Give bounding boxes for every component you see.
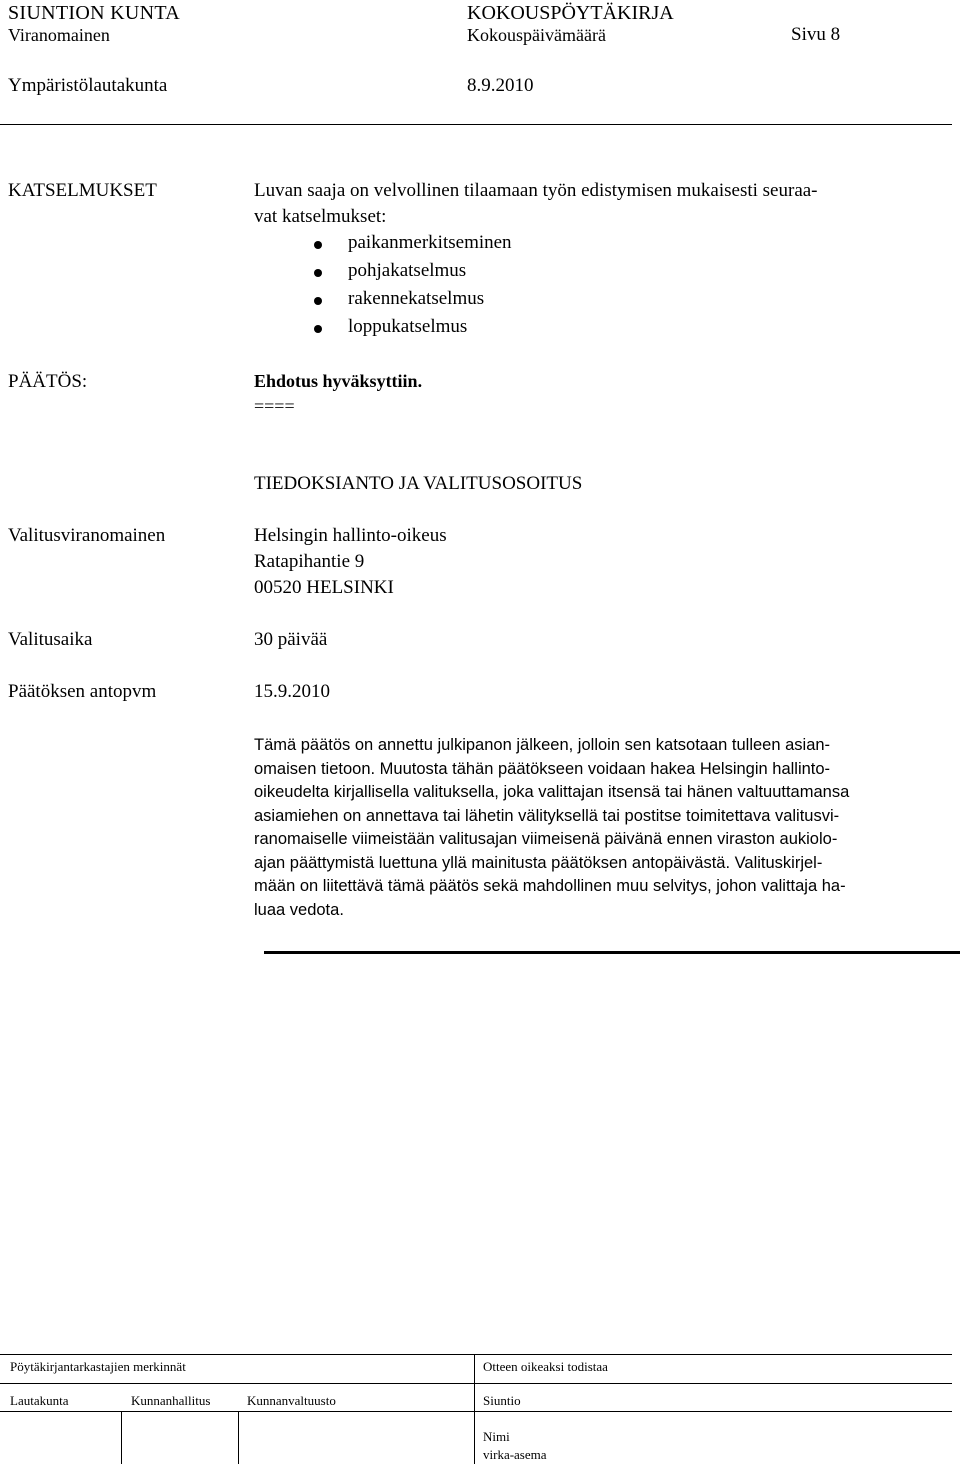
inspection-item: pohjakatselmus bbox=[348, 260, 467, 281]
inspection-item: loppukatselmus bbox=[348, 316, 468, 337]
footer-column-divider bbox=[238, 1411, 239, 1464]
footer-row-line bbox=[0, 1383, 952, 1384]
appeal-period-label: Valitusaika bbox=[8, 629, 93, 650]
authority-name: Ympäristölautakunta bbox=[8, 75, 168, 96]
certified-copy-heading: Otteen oikeaksi todistaa bbox=[483, 1359, 608, 1374]
appeal-text-line: mään on liitettävä tämä päätös sekä mahdollinen muu selvitys, johon valittaja ha- bbox=[254, 877, 846, 895]
page-number: Sivu 8 bbox=[791, 24, 841, 45]
document-type-title: KOKOUSPÖYTÄKIRJA bbox=[467, 2, 674, 24]
decision-label: PÄÄTÖS: bbox=[8, 371, 88, 392]
inspection-item: paikanmerkitseminen bbox=[348, 232, 512, 253]
authority-label: Viranomainen bbox=[8, 25, 110, 45]
appeal-authority-street: Ratapihantie 9 bbox=[254, 551, 365, 572]
appeal-period: 30 päivää bbox=[254, 629, 328, 650]
meeting-date: 8.9.2010 bbox=[467, 75, 534, 96]
appeal-text-line: ranomaiselle viimeistään valitusajan viimeisenä päivänä ennen viraston aukiolo- bbox=[254, 830, 838, 848]
appeal-heading: TIEDOKSIANTO JA VALITUSOSOITUS bbox=[254, 473, 583, 494]
appeal-instructions-text bbox=[254, 734, 944, 922]
col-kunnanhallitus: Kunnanhallitus bbox=[131, 1393, 211, 1408]
section-heading-katselmukset: KATSELMUKSET bbox=[8, 180, 157, 201]
col-kunnanvaltuusto: Kunnanvaltuusto bbox=[247, 1393, 336, 1408]
appeal-text-line: ajan päättymistä luettuna yllä mainitusta päätöksen antopäivästä. Valituskirjel- bbox=[254, 853, 823, 872]
footer-name-label: Nimi bbox=[483, 1429, 510, 1444]
col-lautakunta: Lautakunta bbox=[10, 1393, 69, 1408]
appeal-authority-city: 00520 HELSINKI bbox=[254, 577, 394, 598]
appeal-text-line: luaa vedota. bbox=[254, 900, 344, 919]
meeting-date-label: Kokouspäivämäärä bbox=[467, 25, 606, 45]
municipality-title: SIUNTION KUNTA bbox=[8, 2, 181, 24]
footer-position-label: virka-asema bbox=[483, 1447, 547, 1462]
footer-column-divider bbox=[121, 1411, 122, 1464]
appeal-text-line: Tämä päätös on annettu julkipanon jälkeen, jolloin sen katsotaan tulleen asian- bbox=[254, 736, 831, 754]
appeal-text-line: asiamiehen on annettava tai lähetin välityksellä tai postitse toimitettava valitusvi- bbox=[254, 806, 840, 825]
footer-row-line bbox=[0, 1411, 952, 1412]
footer-column-divider bbox=[474, 1354, 475, 1464]
katselmukset-intro-line1: Luvan saaja on velvollinen tilaamaan työn edistymisen mukaisesti seuraa- bbox=[254, 180, 818, 201]
appeal-text-line: omaisen tietoon. Muutosta tähän päätökseen voidaan hakea Helsingin hallinto- bbox=[254, 759, 831, 778]
katselmukset-intro-line2: vat katselmukset: bbox=[254, 206, 387, 227]
bullet-icon bbox=[314, 241, 322, 249]
bullet-icon bbox=[314, 269, 322, 277]
decision-text: Ehdotus hyväksyttiin. bbox=[254, 371, 423, 391]
bullet-icon bbox=[314, 297, 322, 305]
decision-marker: ==== bbox=[254, 396, 295, 416]
footer-top-line bbox=[0, 1354, 952, 1355]
appeal-text-line: oikeudelta kirjallisella valituksella, joka valittajan itsensä tai hänen valtuuttamansa bbox=[254, 783, 850, 801]
bullet-icon bbox=[314, 325, 322, 333]
section-end-rule bbox=[264, 951, 960, 954]
footer-place: Siuntio bbox=[483, 1393, 521, 1408]
header-divider bbox=[0, 124, 952, 125]
decision-issued-label: Päätöksen antopvm bbox=[8, 681, 157, 702]
decision-issued-date: 15.9.2010 bbox=[254, 681, 330, 702]
reviewers-notes-heading: Pöytäkirjantarkastajien merkinnät bbox=[10, 1359, 186, 1374]
appeal-authority-label: Valitusviranomainen bbox=[8, 525, 166, 546]
inspection-item: rakennekatselmus bbox=[348, 288, 485, 309]
appeal-authority-name: Helsingin hallinto-oikeus bbox=[254, 525, 447, 546]
